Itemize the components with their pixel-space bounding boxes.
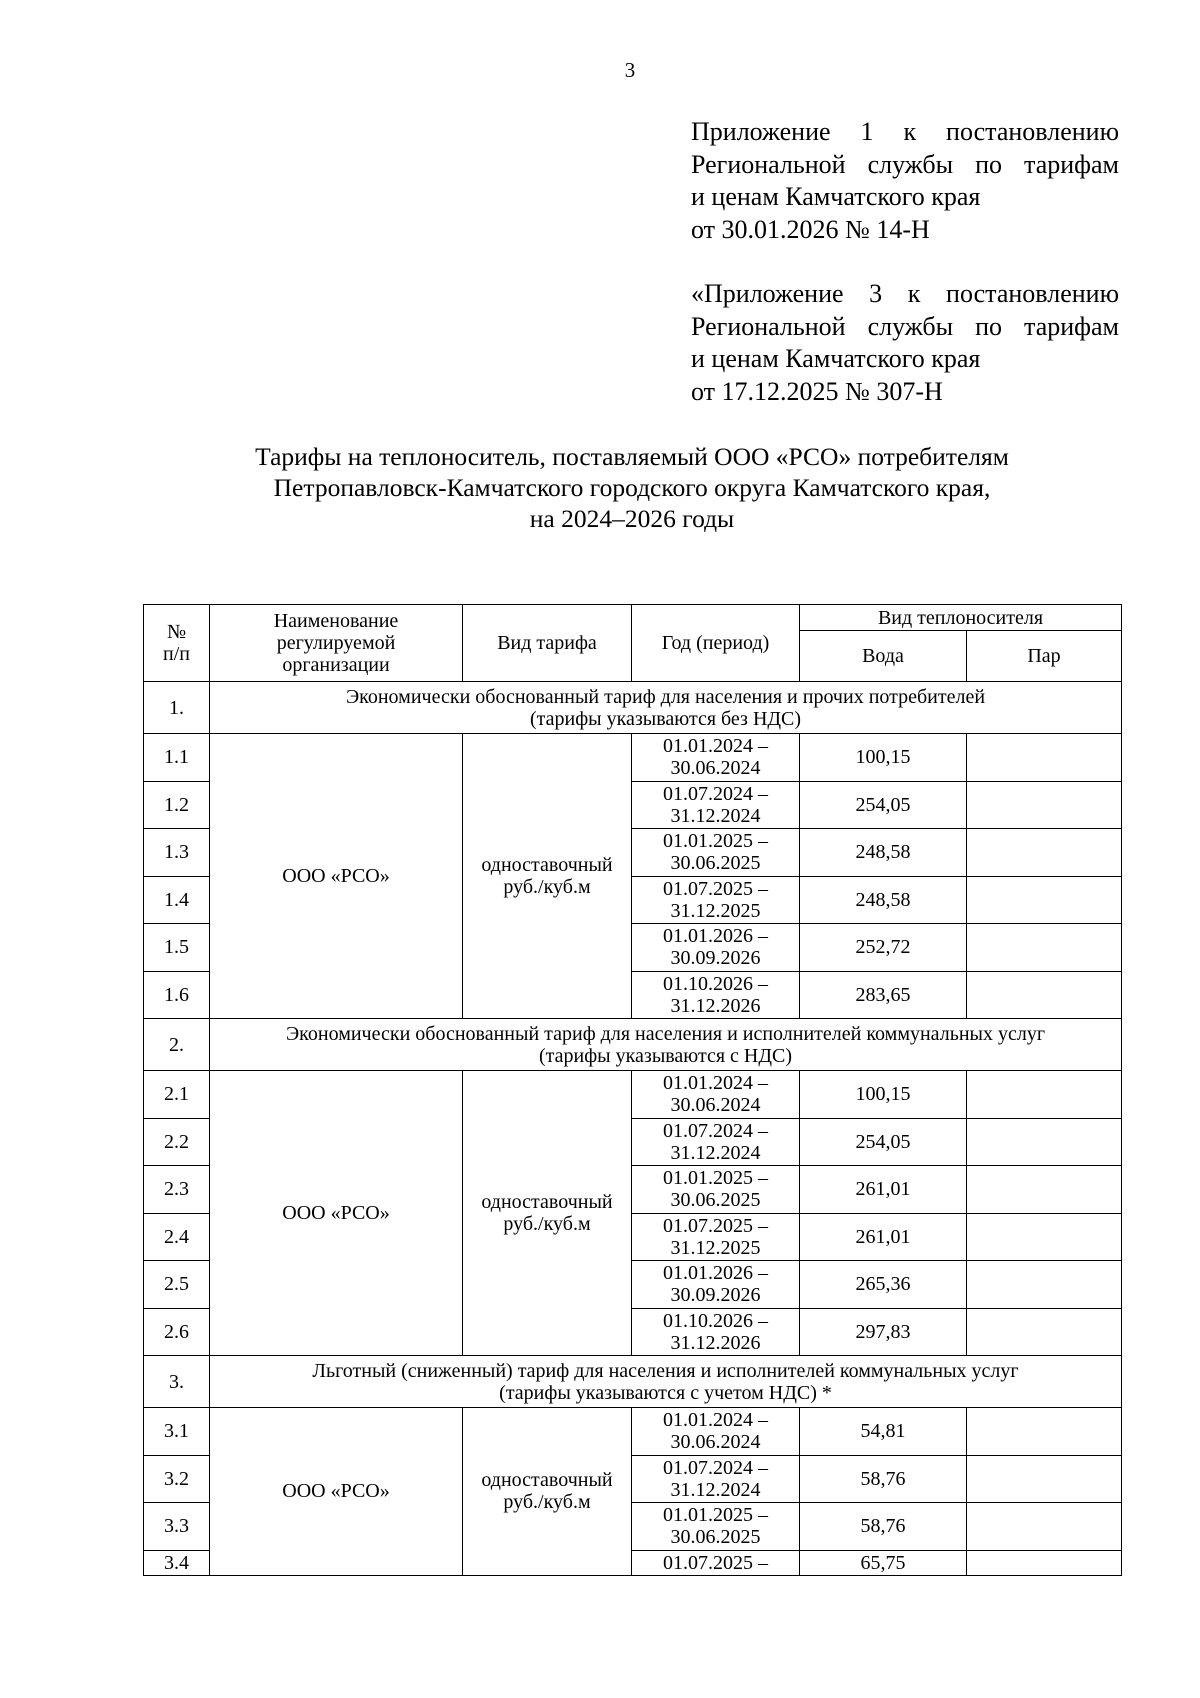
steam-value (967, 1213, 1122, 1261)
appendix-line: Региональной службы по тарифам (691, 149, 1119, 179)
water-value: 58,76 (800, 1503, 967, 1551)
row-number: 3.2 (144, 1455, 210, 1503)
steam-value (967, 971, 1122, 1019)
steam-value (967, 1550, 1122, 1575)
steam-value (967, 1308, 1122, 1356)
header-water: Вода (800, 631, 967, 682)
header-period: Год (период) (632, 605, 800, 682)
table-row (144, 1408, 1122, 1456)
row-number: 1.6 (144, 971, 210, 1019)
appendix-line: от 17.12.2025 № 307-Н (691, 376, 943, 406)
title-line: Петропавловск-Камчатского городского округа Камчатского края, (273, 473, 991, 502)
row-number: 3.4 (144, 1550, 210, 1575)
title-line: на 2024–2026 годы (529, 504, 735, 533)
appendix-line: Региональной службы по тарифам (691, 311, 1119, 341)
section-number: 3. (144, 1356, 210, 1408)
steam-value (967, 1455, 1122, 1503)
organization-cell: ООО «РСО» (210, 1408, 463, 1576)
table-row (144, 1071, 1122, 1119)
table-header (144, 605, 1122, 682)
tariff-type-cell: одноставочный руб./куб.м (463, 734, 632, 1019)
tariff-type-cell: одноставочный руб./куб.м (463, 1408, 632, 1576)
row-number: 1.3 (144, 829, 210, 877)
water-value: 261,01 (800, 1166, 967, 1214)
steam-value (967, 1118, 1122, 1166)
water-value: 65,75 (800, 1550, 967, 1575)
page-number: 3 (624, 58, 636, 82)
appendix-line: «Приложение 3 к постановлению (691, 279, 1119, 308)
row-number: 1.5 (144, 924, 210, 972)
period-cell: 01.01.2024 – 30.06.2024 (632, 734, 800, 782)
water-value: 248,58 (800, 829, 967, 877)
period-cell: 01.01.2026 – 30.09.2026 (632, 1261, 800, 1309)
row-number: 2.2 (144, 1118, 210, 1166)
period-cell: 01.01.2025 – 30.06.2025 (632, 1166, 800, 1214)
appendix-line: от 30.01.2026 № 14-Н (691, 214, 930, 244)
section-title: Экономически обоснованный тариф для населения и прочих потребителей (тарифы указываются без НДС) (210, 682, 1122, 734)
organization-cell: ООО «РСО» (210, 734, 463, 1019)
period-cell: 01.07.2024 – 31.12.2024 (632, 781, 800, 829)
header-organization: Наименование регулируемой организации (210, 605, 463, 682)
period-cell: 01.01.2025 – 30.06.2025 (632, 829, 800, 877)
document-title (143, 441, 1121, 534)
row-number: 2.3 (144, 1166, 210, 1214)
table-body (144, 682, 1122, 1576)
water-value: 58,76 (800, 1455, 967, 1503)
water-value: 252,72 (800, 924, 967, 972)
row-number: 2.1 (144, 1071, 210, 1119)
row-number: 2.6 (144, 1308, 210, 1356)
row-number: 3.3 (144, 1503, 210, 1551)
period-cell: 01.01.2024 – 30.06.2024 (632, 1071, 800, 1119)
steam-value (967, 781, 1122, 829)
steam-value (967, 876, 1122, 924)
steam-value (967, 1503, 1122, 1551)
steam-value (967, 1071, 1122, 1119)
steam-value (967, 829, 1122, 877)
steam-value (967, 1166, 1122, 1214)
period-cell: 01.01.2025 – 30.06.2025 (632, 1503, 800, 1551)
section-row (144, 682, 1122, 734)
water-value: 261,01 (800, 1213, 967, 1261)
section-number: 1. (144, 682, 210, 734)
period-cell: 01.10.2026 – 31.12.2026 (632, 971, 800, 1019)
steam-value (967, 924, 1122, 972)
water-value: 297,83 (800, 1308, 967, 1356)
title-line: Тарифы на теплоноситель, поставляемый ООО «РСО» потребителям (255, 442, 1009, 471)
water-value: 100,15 (800, 1071, 967, 1119)
appendix-1-reference (691, 116, 1119, 246)
water-value: 265,36 (800, 1261, 967, 1309)
appendix-3-reference (691, 278, 1119, 408)
appendix-line: и ценам Камчатского края (691, 182, 981, 211)
row-number: 1.2 (144, 781, 210, 829)
section-title: Экономически обоснованный тариф для населения и исполнителей коммунальных услуг (тарифы указываются с НДС) (210, 1019, 1122, 1071)
row-number: 3.1 (144, 1408, 210, 1456)
tariff-table (143, 604, 1122, 1576)
header-heat-carrier: Вид теплоносителя (800, 605, 1122, 631)
appendix-line: и ценам Камчатского края (691, 344, 981, 373)
section-number: 2. (144, 1019, 210, 1071)
period-cell: 01.07.2024 – 31.12.2024 (632, 1455, 800, 1503)
tariff-type-cell: одноставочный руб./куб.м (463, 1071, 632, 1356)
water-value: 283,65 (800, 971, 967, 1019)
steam-value (967, 1261, 1122, 1309)
row-number: 2.5 (144, 1261, 210, 1309)
section-row (144, 1356, 1122, 1408)
water-value: 254,05 (800, 1118, 967, 1166)
header-steam: Пар (967, 631, 1122, 682)
section-row (144, 1019, 1122, 1071)
row-number: 1.1 (144, 734, 210, 782)
water-value: 248,58 (800, 876, 967, 924)
period-cell: 01.07.2025 – 31.12.2025 (632, 876, 800, 924)
appendix-line: Приложение 1 к постановлению (691, 117, 1119, 146)
row-number: 1.4 (144, 876, 210, 924)
water-value: 100,15 (800, 734, 967, 782)
period-cell: 01.07.2025 – (632, 1550, 800, 1575)
organization-cell: ООО «РСО» (210, 1071, 463, 1356)
water-value: 254,05 (800, 781, 967, 829)
steam-value (967, 734, 1122, 782)
period-cell: 01.01.2026 – 30.09.2026 (632, 924, 800, 972)
section-title: Льготный (сниженный) тариф для населения и исполнителей коммунальных услуг (тарифы указываются с учетом НДС) * (210, 1356, 1122, 1408)
period-cell: 01.07.2024 – 31.12.2024 (632, 1118, 800, 1166)
water-value: 54,81 (800, 1408, 967, 1456)
table-row (144, 734, 1122, 782)
header-tariff-type: Вид тарифа (463, 605, 632, 682)
period-cell: 01.10.2026 – 31.12.2026 (632, 1308, 800, 1356)
row-number: 2.4 (144, 1213, 210, 1261)
period-cell: 01.07.2025 – 31.12.2025 (632, 1213, 800, 1261)
header-num: № п/п (144, 605, 210, 682)
steam-value (967, 1408, 1122, 1456)
period-cell: 01.01.2024 – 30.06.2024 (632, 1408, 800, 1456)
